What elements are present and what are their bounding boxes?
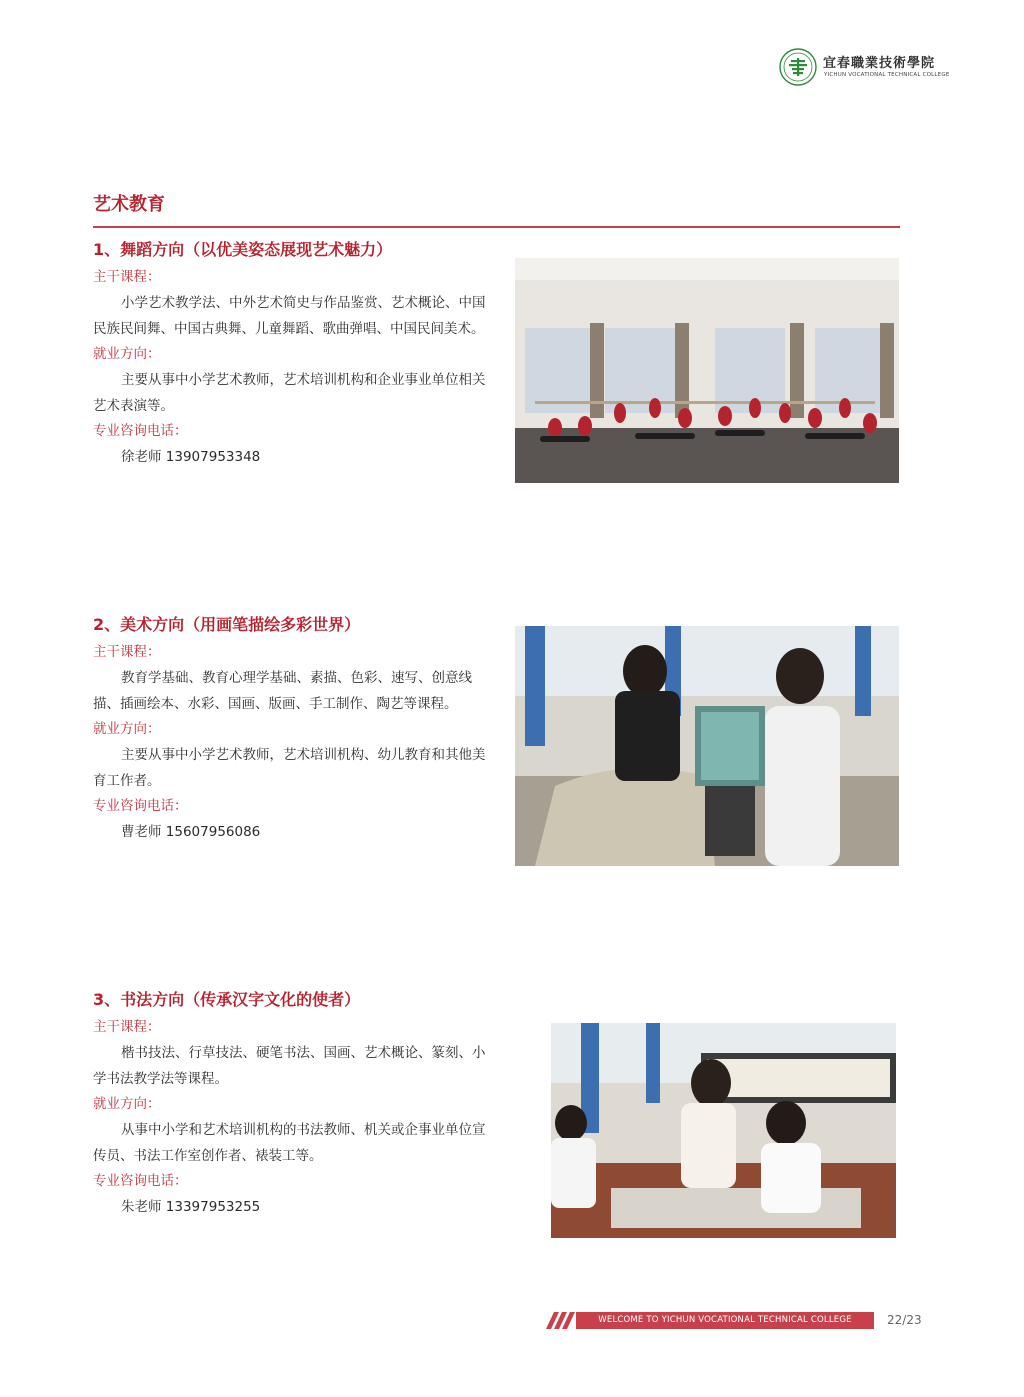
courses-text: 小学艺术教学法、中外艺术简史与作品鉴赏、艺术概论、中国民族民间舞、中国古典舞、儿童舞蹈、歌曲弹唱、中国民间美术。 <box>93 295 486 337</box>
college-logo <box>779 48 950 88</box>
fine-art-block <box>93 610 493 845</box>
career-label: 就业方向： <box>93 721 161 737</box>
calligraphy-class-photo <box>551 1023 896 1238</box>
art-class-photo <box>515 626 899 866</box>
contact-text: 徐老师 13907953348 <box>121 449 261 465</box>
phone-label: 专业咨询电话： <box>93 798 188 814</box>
courses-label: 主干课程： <box>93 1019 161 1035</box>
college-name-en: YICHUN VOCATIONAL TECHNICAL COLLEGE <box>824 72 950 78</box>
career-label: 就业方向： <box>93 346 161 362</box>
career-text: 主要从事中小学艺术教师，艺术培训机构、幼儿教育和其他美育工作者。 <box>93 747 486 789</box>
title-divider <box>93 226 900 228</box>
fine-art-heading: 2、美术方向（用画笔描绘多彩世界） <box>93 615 361 634</box>
phone-label: 专业咨询电话： <box>93 1173 188 1189</box>
dance-photo <box>515 258 899 483</box>
contact-text: 朱老师 13397953255 <box>121 1199 261 1215</box>
college-seal-icon <box>779 48 817 86</box>
courses-text: 教育学基础、教育心理学基础、素描、色彩、速写、创意线描、插画绘本、水彩、国画、版画、手工制作、陶艺等课程。 <box>93 670 472 712</box>
footer-banner-text: WELCOME TO YICHUN VOCATIONAL TECHNICAL COLLEGE <box>576 1312 874 1329</box>
career-text: 从事中小学和艺术培训机构的书法教师、机关或企事业单位宣传员、书法工作室创作者、裱装工等。 <box>93 1122 486 1164</box>
dance-heading: 1、舞蹈方向（以优美姿态展现艺术魅力） <box>93 240 393 259</box>
page-number: 22/23 <box>887 1313 922 1327</box>
courses-label: 主干课程： <box>93 269 161 285</box>
phone-label: 专业咨询电话： <box>93 423 188 439</box>
section-title: 艺术教育 <box>93 194 165 215</box>
contact-text: 曹老师 15607956086 <box>121 824 261 840</box>
college-name-cn: 宜春職業技術學院 <box>823 56 936 71</box>
courses-text: 楷书技法、行草技法、硬笔书法、国画、艺术概论、篆刻、小学书法教学法等课程。 <box>93 1045 486 1087</box>
career-text: 主要从事中小学艺术教师，艺术培训机构和企业事业单位相关艺术表演等。 <box>93 372 486 414</box>
calligraphy-heading: 3、书法方向（传承汉字文化的使者） <box>93 990 361 1009</box>
career-label: 就业方向： <box>93 1096 161 1112</box>
courses-label: 主干课程： <box>93 644 161 660</box>
calligraphy-block <box>93 985 493 1220</box>
dance-block <box>93 235 493 470</box>
footer-banner <box>548 1312 876 1329</box>
